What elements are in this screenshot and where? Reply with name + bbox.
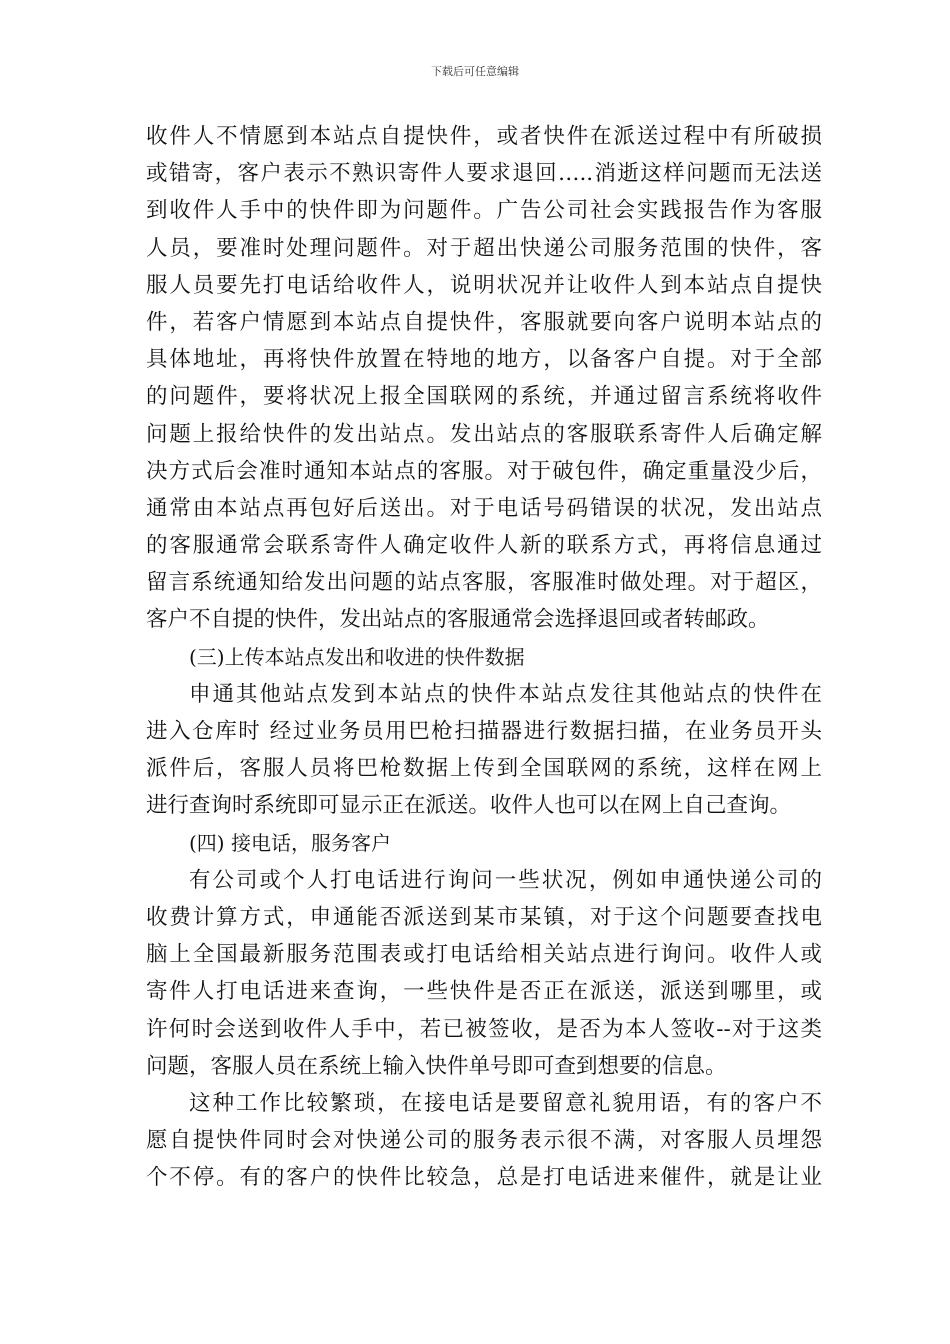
paragraph-problem-items (146, 118, 822, 639)
text-line: 这种工作比较繁琐，在接电话是要留意礼貌用语，有的客户不 (189, 1090, 822, 1116)
text-line: 问题上报给快件的发出站点。发出站点的客服联系寄件人后确定解 (146, 421, 822, 447)
text-line: 有公司或个人打电话进行询问一些状况，例如申通快递公司的 (189, 867, 822, 893)
section-heading-upload-data: (三)上传本站点发出和收进的快件数据 (189, 644, 525, 669)
text-line: 决方式后会准时通知本站点的客服。对于破包件，确定重量没少后， (146, 458, 822, 484)
text-line: 收费计算方式，申通能否派送到某市某镇，对于这个问题要查找电 (146, 904, 822, 930)
text-line: 收件人不情愿到本站点自提快件，或者快件在派送过程中有所破损 (146, 124, 822, 149)
page-header: 下载后可任意编辑 (431, 65, 519, 78)
section-heading-phone-service: (四) 接电话，服务客户 (189, 830, 391, 855)
text-line: 进入仓库时 经过业务员用巴枪扫描器进行数据扫描，在业务员开头 (146, 719, 822, 744)
text-line: 件，若客户情愿到本站点自提快件，客服就要向客户说明本站点的 (146, 309, 822, 335)
document-body (146, 118, 822, 1196)
text-line: 留言系统通知给发出问题的站点客服，客服准时做处理。对于超区， (146, 570, 822, 596)
text-line: 客户不自提的快件，发出站点的客服通常会选择退回或者转邮政。 (146, 607, 770, 633)
text-line: 进行查询时系统即可显示正在派送。收件人也可以在网上自己查询。 (146, 793, 792, 819)
text-line: 到收件人手中的快件即为问题件。广告公司社会实践报告作为客服 (146, 198, 822, 224)
text-line: 或错寄，客户表示不熟识寄件人要求退回…..消逝这样问题而无法送 (146, 161, 822, 187)
text-line: 具体地址，再将快件放置在特地的地方，以备客户自提。对于全部 (146, 347, 822, 373)
text-line: 问题，客服人员在系统上输入快件单号即可查到想要的信息。 (146, 1053, 727, 1079)
text-line: 许何时会送到收件人手中，若已被签收，是否为本人签收--对于这类 (146, 1016, 822, 1042)
text-line: 服人员要先打电话给收件人，说明状况并让收件人到本站点自提快 (146, 272, 822, 298)
text-line: 个不停。有的客户的快件比较急，总是打电话进来催件，就是让业 (146, 1165, 822, 1191)
paragraph-work-reflection (146, 1085, 822, 1197)
text-line: 的客服通常会联系寄件人确定收件人新的联系方式，再将信息通过 (146, 533, 822, 559)
text-line: 的问题件，要将状况上报全国联网的系统，并通过留言系统将收件 (146, 384, 822, 410)
paragraph-phone-service (146, 862, 822, 1085)
text-line: 脑上全国最新服务范围表或打电话给相关站点进行询问。收件人或 (146, 942, 822, 968)
text-line: 人员，要准时处理问题件。对于超出快递公司服务范围的快件，客 (146, 235, 822, 261)
text-line: 寄件人打电话进来查询，一些快件是否正在派送，派送到哪里，或 (146, 979, 822, 1005)
text-line: 申通其他站点发到本站点的快件本站点发往其他站点的快件在 (189, 681, 822, 707)
text-line: 通常由本站点再包好后送出。对于电话号码错误的状况，发出站点 (146, 495, 822, 521)
text-line: 派件后，客服人员将巴枪数据上传到全国联网的系统，这样在网上 (146, 756, 822, 782)
paragraph-upload-data (146, 676, 822, 825)
text-line: 愿自提快件同时会对快递公司的服务表示很不满，对客服人员埋怨 (146, 1128, 822, 1154)
